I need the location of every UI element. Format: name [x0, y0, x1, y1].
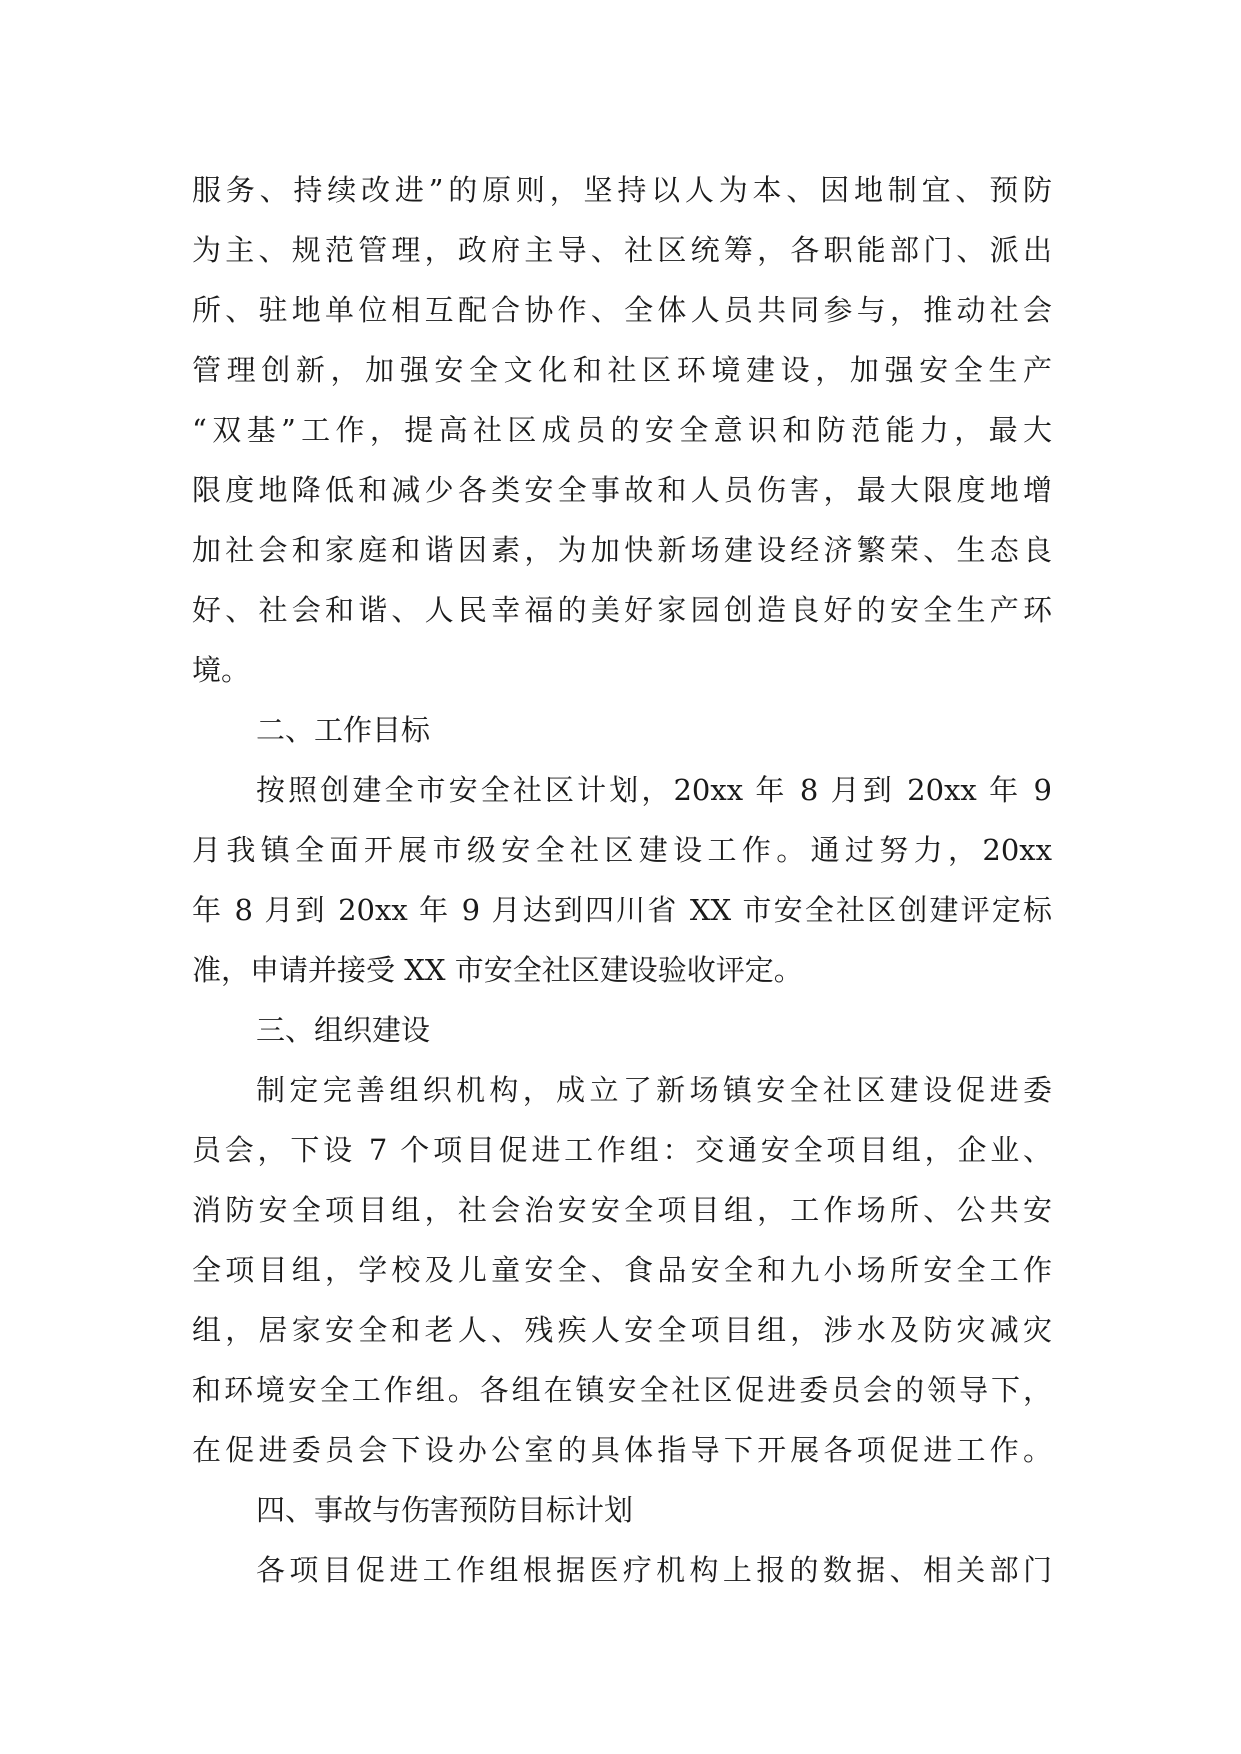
- body-text-line: 按照创建全市安全社区计划，20xx 年 8 月到 20xx 年 9: [256, 773, 1052, 807]
- body-text-line: 限度地降低和减少各类安全事故和人员伤害，最大限度地增: [192, 473, 1052, 507]
- body-text-line: 管理创新，加强安全文化和社区环境建设，加强安全生产: [192, 353, 1052, 387]
- section-heading: 四、事故与伤害预防目标计划: [256, 1493, 634, 1527]
- body-text-line: 员会，下设 7 个项目促进工作组：交通安全项目组，企业、: [192, 1133, 1052, 1167]
- body-text-line: 服务、持续改进”的原则，坚持以人为本、因地制宜、预防: [192, 173, 1052, 207]
- body-text-line: 在促进委员会下设办公室的具体指导下开展各项促进工作。: [192, 1433, 1052, 1467]
- body-text-line: “双基”工作，提高社区成员的安全意识和防范能力，最大: [192, 413, 1052, 447]
- body-text-line: 和环境安全工作组。各组在镇安全社区促进委员会的领导下，: [192, 1373, 1052, 1407]
- body-text-line: 所、驻地单位相互配合协作、全体人员共同参与，推动社会: [192, 293, 1052, 327]
- section-heading: 二、工作目标: [256, 713, 431, 747]
- body-text-line: 准，申请并接受 XX 市安全社区建设验收评定。: [192, 953, 803, 987]
- body-text-line: 为主、规范管理，政府主导、社区统筹，各职能部门、派出: [192, 233, 1052, 267]
- body-text-line: 年 8 月到 20xx 年 9 月达到四川省 XX 市安全社区创建评定标: [192, 893, 1052, 927]
- body-text-line: 加社会和家庭和谐因素，为加快新场建设经济繁荣、生态良: [192, 533, 1052, 567]
- body-text-line: 境。: [192, 653, 251, 687]
- body-text-line: 各项目促进工作组根据医疗机构上报的数据、相关部门: [256, 1553, 1052, 1587]
- body-text-line: 好、社会和谐、人民幸福的美好家园创造良好的安全生产环: [192, 593, 1052, 627]
- body-text-line: 制定完善组织机构，成立了新场镇安全社区建设促进委: [256, 1073, 1052, 1107]
- document-body: [192, 160, 1052, 1600]
- section-heading: 三、组织建设: [256, 1013, 431, 1047]
- body-text-line: 全项目组，学校及儿童安全、食品安全和九小场所安全工作: [192, 1253, 1052, 1287]
- body-text-line: 月我镇全面开展市级安全社区建设工作。通过努力，20xx: [192, 833, 1052, 867]
- body-text-line: 消防安全项目组，社会治安安全项目组，工作场所、公共安: [192, 1193, 1052, 1227]
- body-text-line: 组，居家安全和老人、残疾人安全项目组，涉水及防灾减灾: [192, 1313, 1052, 1347]
